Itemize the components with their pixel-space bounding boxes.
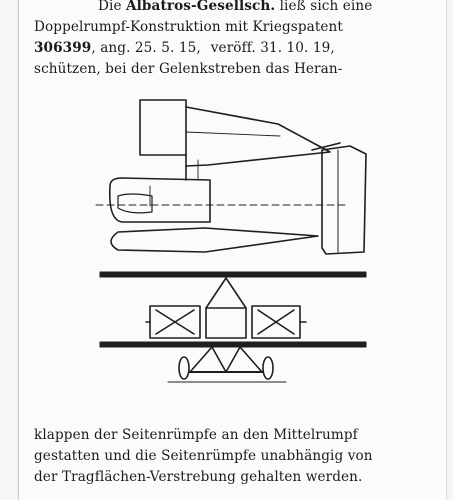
caption-line-3: der Tragflächen-Verstrebung gehalten werden. xyxy=(34,469,363,485)
publication-date: veröff. 31. 10. 19, xyxy=(210,40,335,56)
text-line-4: schützen, bei der Gelenkstreben das Heran- xyxy=(34,61,343,77)
filing-date: ang. 25. 5. 15, xyxy=(100,40,201,56)
caption-line-1: klappen der Seitenrümpfe an den Mittelrumpf xyxy=(34,427,358,443)
patent-number: 306399 xyxy=(34,40,92,56)
caption-line-2: gestatten und die Seitenrümpfe unabhängig von xyxy=(34,448,373,464)
company-name: Albatros-Gesellsch. xyxy=(126,0,276,14)
heading-prefix: Die xyxy=(98,0,127,14)
text-line-2: Doppelrumpf-Konstruktion mit Kriegspatent xyxy=(34,19,343,35)
top-view-drawing xyxy=(96,100,366,254)
heading-suffix: ließ sich eine xyxy=(275,0,373,14)
text-line-3: 306399, ang. 25. 5. 15, veröff. 31. 10. 19, xyxy=(34,40,335,56)
front-view-drawing xyxy=(100,272,366,382)
